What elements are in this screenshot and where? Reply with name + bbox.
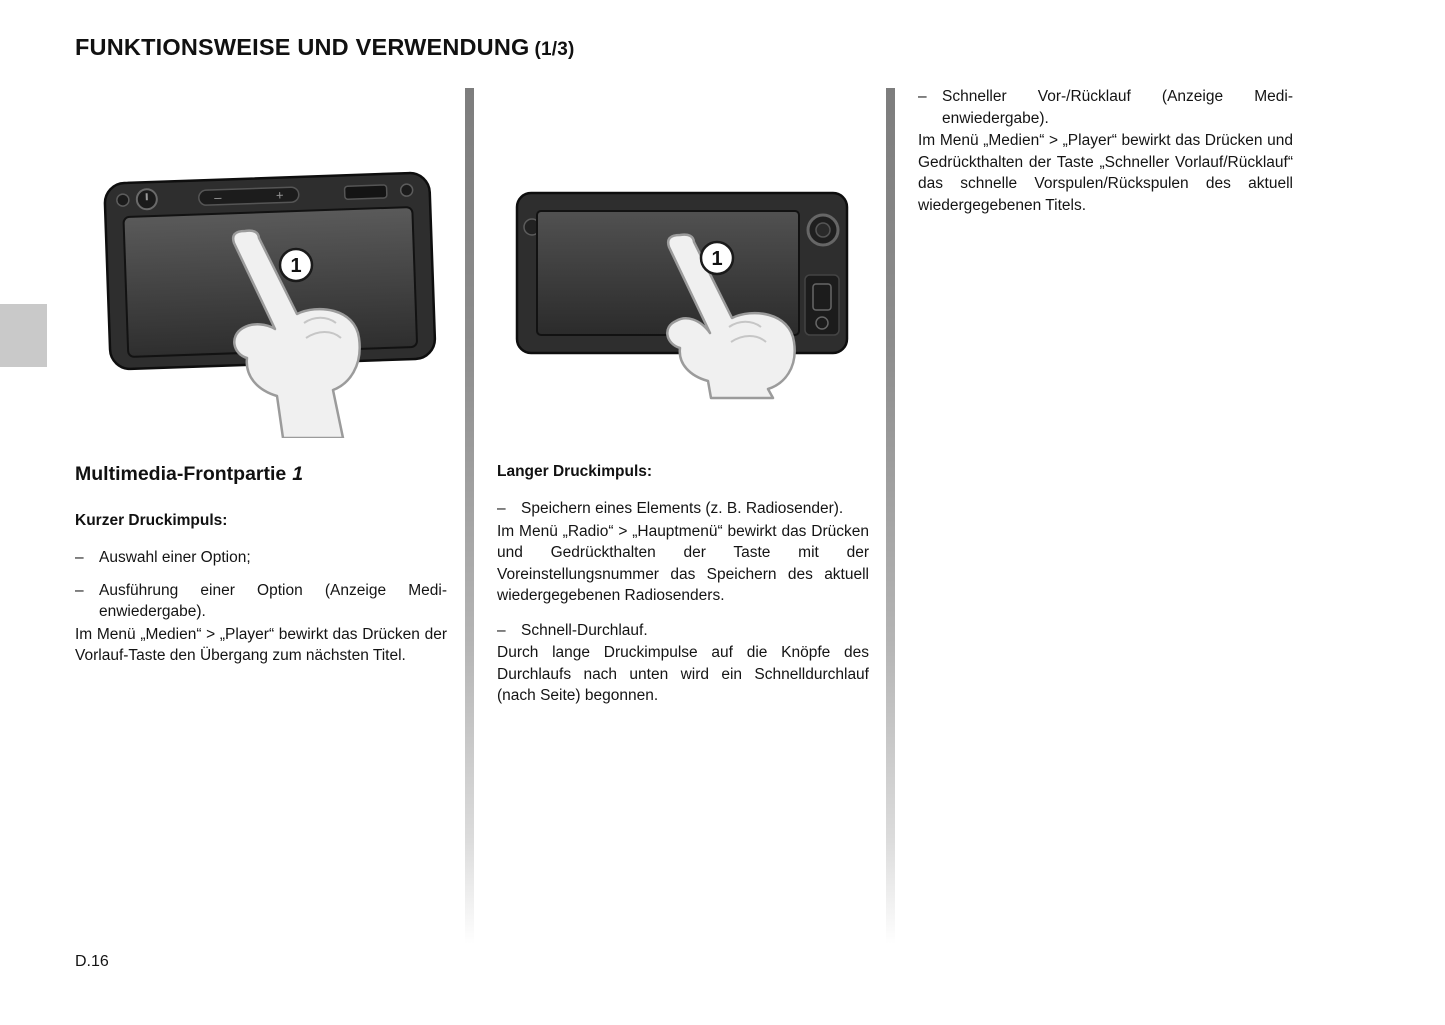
bullet-dash: –	[497, 621, 506, 639]
column-divider	[465, 88, 474, 944]
page-title	[75, 34, 575, 61]
column-left	[75, 462, 447, 680]
sub-heading-long-press: Langer Druckimpuls:	[497, 463, 653, 480]
section-heading-ref: 1	[292, 463, 304, 485]
bullet-dash: –	[497, 500, 506, 517]
bullet-text: Schneller Vor-/Rücklauf (Anzeige Medienwiedergabe).	[942, 88, 1293, 127]
figure-multimedia-display	[505, 185, 870, 400]
figure-multimedia-front-panel	[80, 168, 450, 438]
camera-icon	[117, 194, 129, 206]
list-item	[75, 547, 447, 569]
list-item	[75, 580, 447, 623]
body-paragraph: Im Menü „Radio“ > „Hauptmenü“ bewirkt das Drücken und Gedrückthalten der Taste mit der Voreinstellungsnummer das Speichern des aktuell wiedergegebenen Radiosenders.	[497, 522, 869, 604]
bullet-dash: –	[75, 549, 84, 566]
section-heading	[75, 462, 447, 486]
page-title-text: FUNKTIONSWEISE UND VERWENDUNG	[75, 34, 530, 60]
list-item	[497, 620, 869, 642]
multimedia-display-illustration	[505, 185, 870, 400]
page-number: D.16	[75, 953, 109, 970]
mic-icon	[400, 184, 412, 196]
bullet-dash: –	[75, 581, 84, 599]
body-paragraph: Im Menü „Medien“ > „Player“ bewirkt das Drücken der Vorlauf-Taste den Übergang zum nächsten Titel.	[75, 625, 447, 664]
body-paragraph: Im Menü „Medien“ > „Player“ bewirkt das Drücken und Gedrückthalten der Taste „Schneller Vorlauf/Rücklauf“ das schnelle Vorspulen/Rückspulen des aktuell wiedergegebenen Titels.	[918, 132, 1293, 214]
bullet-text: Auswahl einer Option;	[99, 549, 251, 566]
callout-1-badge	[280, 249, 312, 281]
section-tab-marker	[0, 304, 47, 367]
bullet-dash: –	[918, 88, 927, 105]
volume-plus-glyph: +	[275, 187, 284, 203]
bullet-text: Schnell-Durchlauf.	[521, 621, 648, 639]
multimedia-front-panel-illustration	[80, 168, 450, 438]
volume-minus-glyph: –	[213, 189, 222, 205]
card-slot-icon	[344, 185, 386, 199]
bullet-text: Ausführung einer Option (Anzeige Medienwiedergabe).	[99, 581, 447, 620]
list-item	[497, 498, 869, 520]
column-divider	[886, 88, 895, 944]
list-item	[918, 86, 1293, 129]
page-title-suffix: (1/3)	[534, 39, 575, 60]
body-paragraph: Durch lange Druckimpulse auf die Knöpfe des Durchlaufs nach unten wird ein Schnelldurchlauf (nach Seite) begonnen.	[497, 644, 869, 704]
sub-heading-short-press: Kurzer Druckimpuls:	[75, 512, 228, 529]
column-middle	[497, 461, 869, 720]
section-heading-text: Multimedia-Frontpartie	[75, 463, 287, 485]
callout-1-label: 1	[711, 248, 723, 270]
rotary-knob-center	[816, 223, 830, 237]
column-right	[918, 86, 1293, 229]
bullet-text: Speichern eines Elements (z. B. Radiosender).	[521, 500, 844, 517]
callout-1-label: 1	[290, 255, 302, 277]
callout-1-badge	[701, 242, 733, 274]
